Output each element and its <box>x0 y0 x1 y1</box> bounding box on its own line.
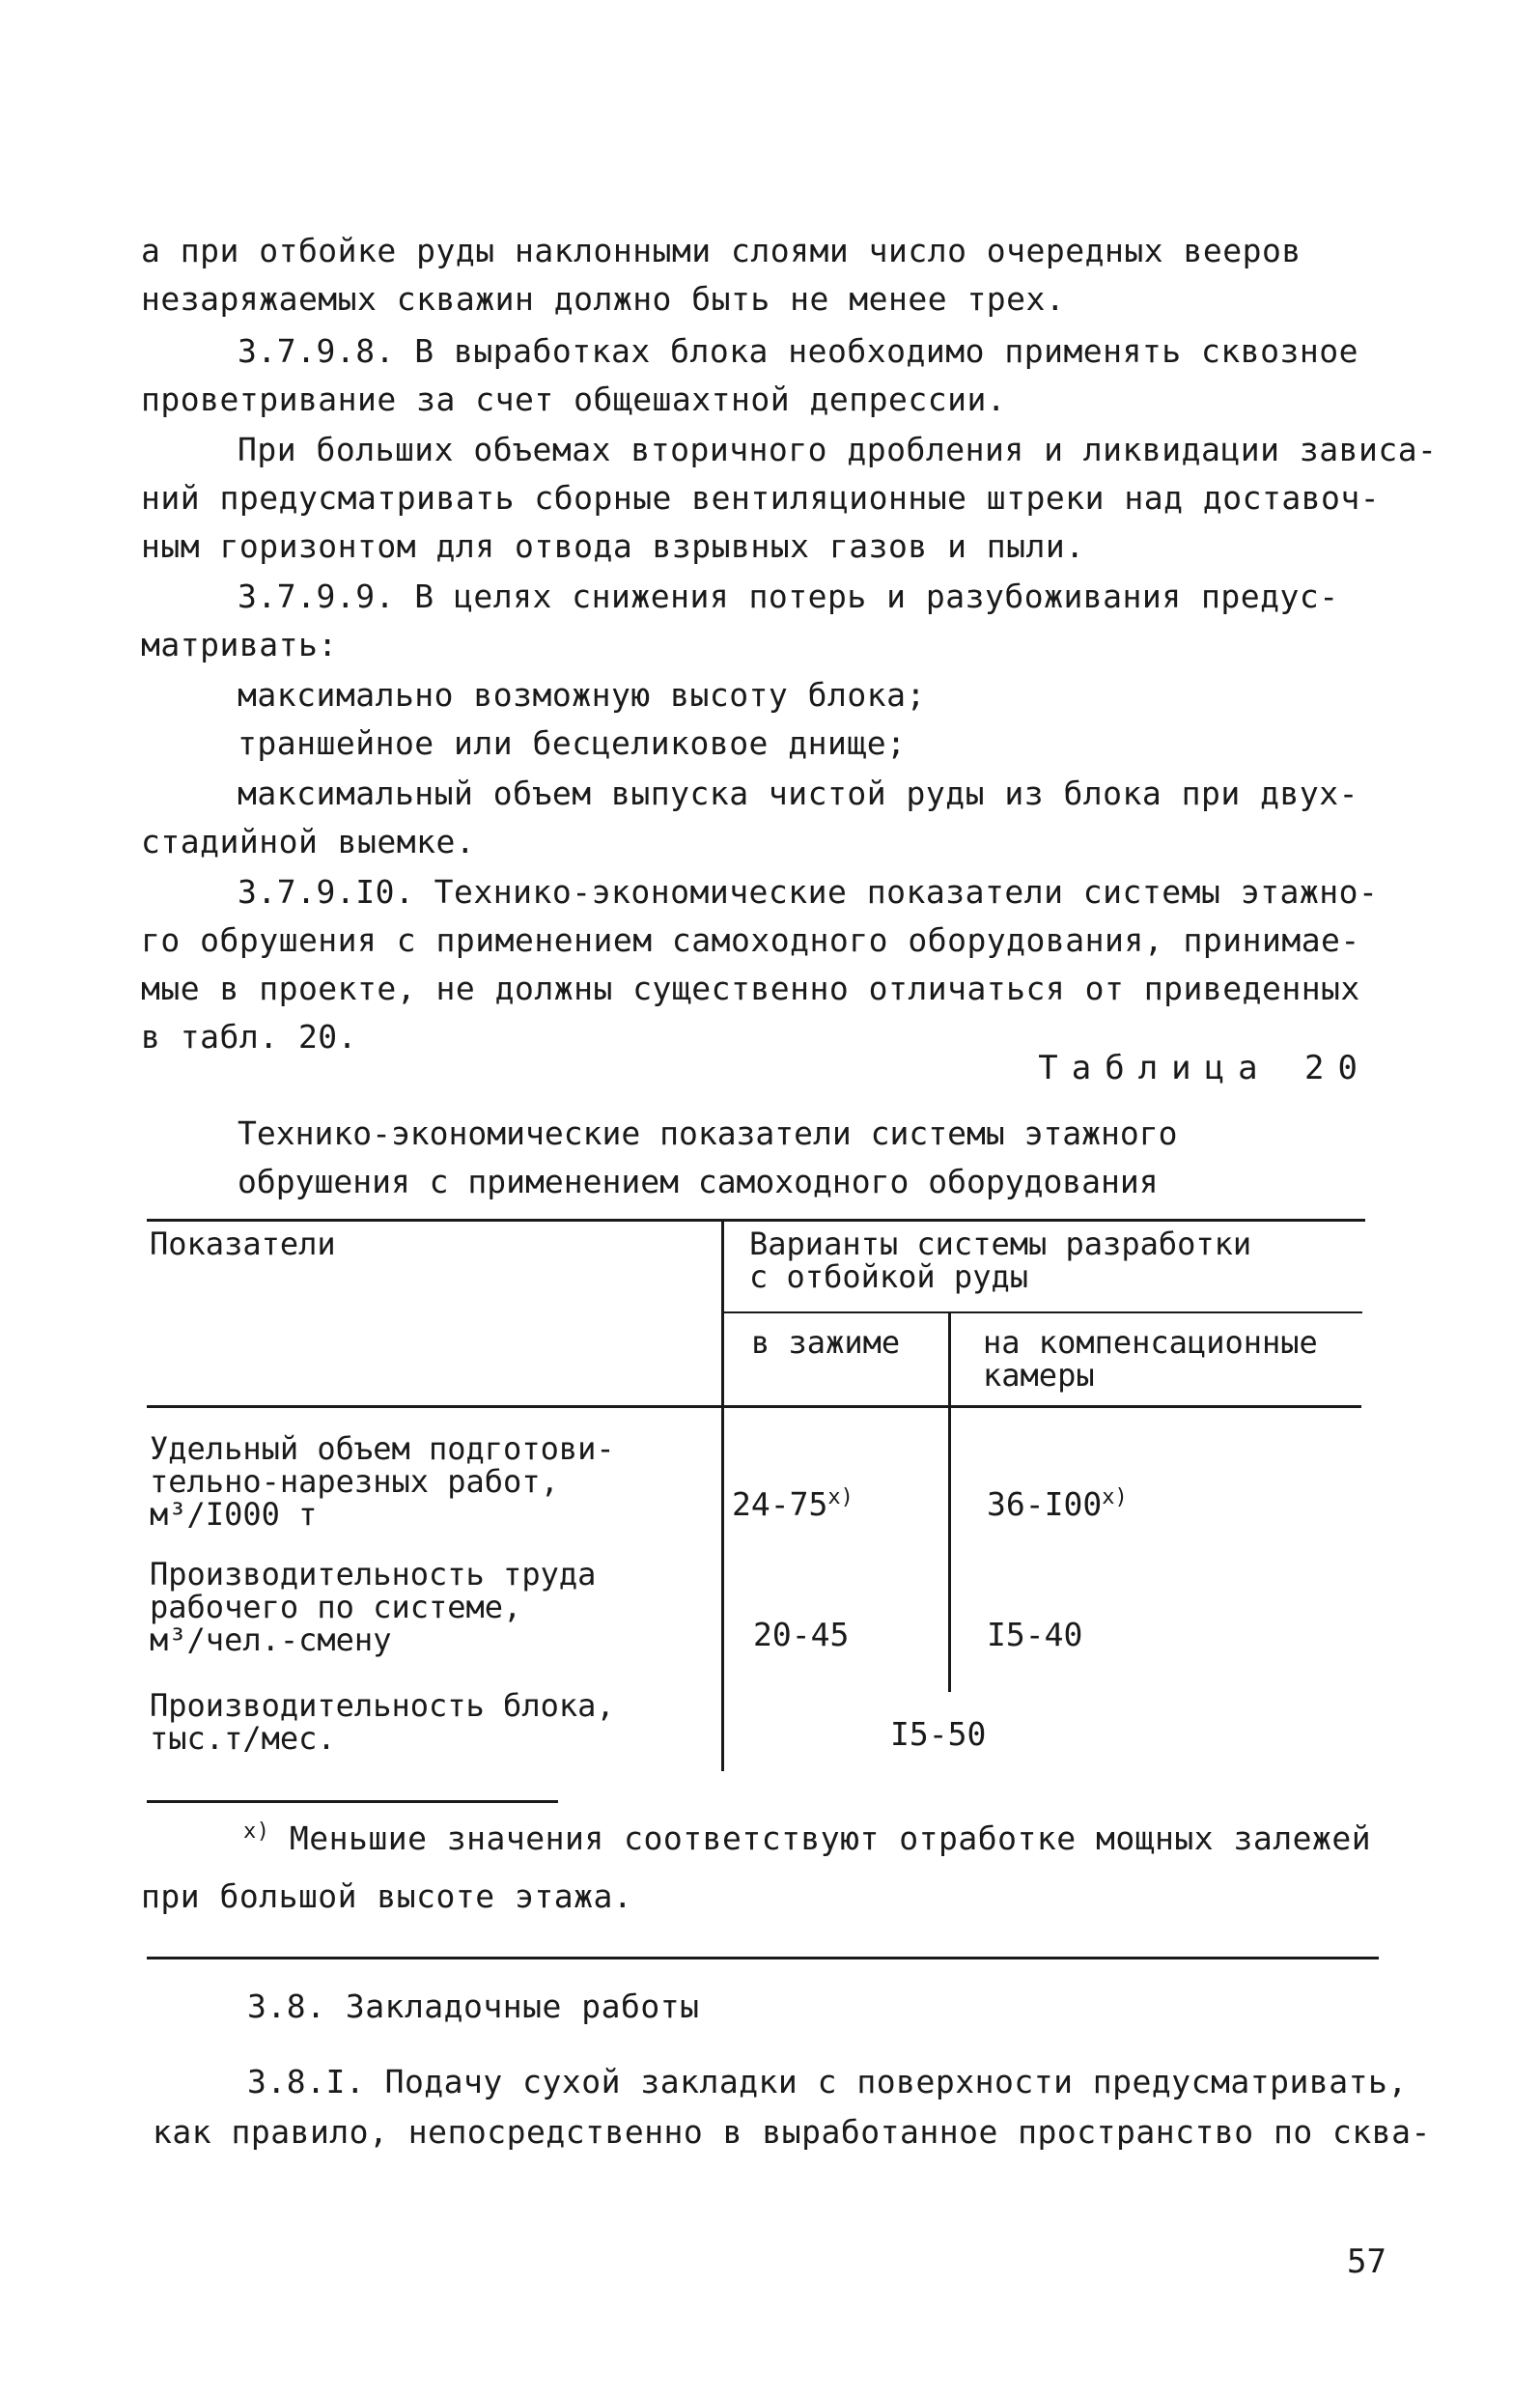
column-header-compensation: на компенсационные <box>983 1324 1318 1361</box>
row-name: Удельный объем подготови- <box>150 1430 615 1467</box>
body-line: в табл. 20. <box>141 1018 358 1056</box>
table-cell: $36-I00^{х)}$ <box>987 1485 1128 1523</box>
column-header-clamped: в зажиме <box>751 1324 901 1361</box>
row-name: рабочего по системе, <box>150 1589 522 1625</box>
table-cell: $24-75^{х)}$ <box>732 1485 854 1523</box>
table-column-divider <box>721 1219 724 1771</box>
body-line: мые в проекте, не должны существенно отличаться от приведенных <box>141 970 1360 1007</box>
body-line: го обрушения с применением самоходного оборудования, принимае- <box>141 921 1360 959</box>
body-line: матривать: <box>141 626 338 663</box>
column-group-header: с отбойкой руды <box>749 1258 1028 1295</box>
table-header-rule <box>147 1405 1361 1408</box>
list-item: максимальный объем выпуска чистой руды из блока при двух- <box>238 775 1358 812</box>
table-caption: обрушения с применением самоходного оборудования <box>238 1163 1159 1200</box>
paragraph-3-7-9-9: 3.7.9.9. В целях снижения потерь и разубоживания предус- <box>238 578 1339 615</box>
table-label: Таблица 20 <box>1038 1049 1371 1087</box>
column-header-compensation: камеры <box>983 1357 1095 1394</box>
table-top-rule <box>147 1219 1365 1222</box>
body-line: ний предусматривать сборные вентиляционные штреки над доставоч- <box>141 479 1381 517</box>
column-header-indicators: Показатели <box>150 1226 336 1262</box>
list-item: траншейное или бесцеликовое днище; <box>238 724 907 762</box>
paragraph-3-7-9-10: 3.7.9.I0. Технико-экономические показатели системы этажно- <box>238 873 1379 911</box>
footnote-rule <box>147 1800 558 1803</box>
row-name: тыс.т/мес. <box>150 1720 336 1757</box>
paragraph-3-8-1: 3.8.I. Подачу сухой закладки с поверхности предусматривать, <box>247 2063 1408 2100</box>
row-name: м³/чел.-смену <box>150 1621 392 1658</box>
footnote-line: при большой высоте этажа. <box>141 1877 633 1915</box>
body-line: как правило, непосредственно в выработанное пространство по сква- <box>153 2113 1431 2151</box>
footnote-mark: х) <box>243 1819 270 1844</box>
row-name: тельно-нарезных работ, <box>150 1463 559 1500</box>
column-group-header: Варианты системы разработки <box>749 1226 1252 1262</box>
paragraph-3-7-9-8: 3.7.9.8. В выработках блока необходимо применять сквозное <box>238 332 1358 370</box>
row-name: м³/I000 т <box>150 1496 318 1533</box>
footnote-line: $^{х)}$ Меньшие значения соответствуют отработке мощных залежей <box>243 1819 1372 1857</box>
body-line: проветривание за счет общешахтной депрессии. <box>141 381 1007 418</box>
table-cell: I5-50 <box>890 1715 987 1753</box>
row-name: Производительность труда <box>150 1556 597 1593</box>
table-subheader-rule <box>723 1311 1362 1313</box>
table-caption: Технико-экономические показатели системы этажного <box>238 1114 1178 1152</box>
table-subcolumn-divider <box>948 1313 951 1692</box>
section-separator <box>147 1957 1379 1959</box>
row-name: Производительность блока, <box>150 1687 615 1724</box>
body-line: стадийной выемке. <box>141 823 476 860</box>
footnote-mark: х) <box>1102 1485 1128 1509</box>
list-item: максимально возможную высоту блока; <box>238 676 926 714</box>
body-line: а при отбойке руды наклонными слоями число очередных вееров <box>141 232 1302 269</box>
body-line: При больших объемах вторичного дробления и ликвидации зависа- <box>238 431 1438 468</box>
body-line: ным горизонтом для отвода взрывных газов и пыли. <box>141 527 1085 565</box>
table-cell: 20-45 <box>753 1616 850 1653</box>
page-number: 57 <box>1347 2242 1386 2281</box>
table-cell: I5-40 <box>987 1616 1083 1653</box>
section-heading: 3.8. Закладочные работы <box>247 1987 700 2025</box>
body-line: незаряжаемых скважин должно быть не менее трех. <box>141 280 1066 318</box>
footnote-mark: х) <box>827 1485 854 1509</box>
